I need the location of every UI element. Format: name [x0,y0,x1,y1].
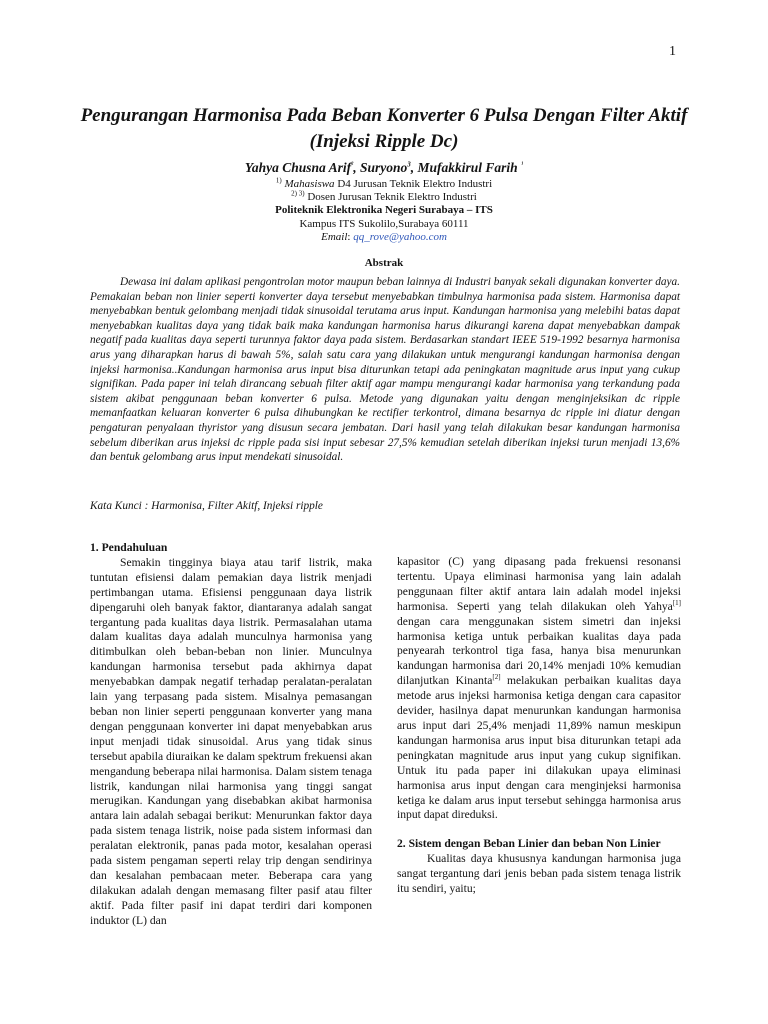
paper-subtitle: (Injeksi Ripple Dc) [309,131,459,152]
citation-1: [1] [672,598,681,607]
section-1-text-b: dengan cara menggunakan sistem simetri dan injeksi harmonisa ketiga untuk perbaikan kualitas daya pada penyearah terkontrol tiga fasa, hanya bisa menurunkan kandungan harmonisa dari 20,14% menjadi 10% kemudian dilanjutkan Kinanta [397,614,681,688]
paper-title: Pengurangan Harmonisa Pada Beban Konverter 6 Pulsa Dengan Filter Aktif [80,105,688,126]
author-1-affil: ² [351,160,354,169]
institution: Politeknik Elektronika Negeri Surabaya – ITS [275,204,493,216]
email-label: Email [321,231,348,243]
section-2-heading: 2. Sistem dengan Beban Linier dan beban Non Linier [397,837,661,851]
affil-2-text: Dosen Jurusan Teknik Elektro Industri [304,191,477,203]
author-3: Mufakkirul Farih [417,160,518,175]
right-column [397,555,681,897]
citation-2: [2] [492,673,501,682]
author-1: Yahya Chusna Arif [244,160,352,175]
email-line [60,231,708,244]
affiliation-student [60,178,708,191]
author-list [60,160,708,176]
section-1-text-c: melakukan perbaikan kualitas daya metode arus injeksi harmonisa ketiga dengan cara capasitor devider, hasilnya dapat menurunkan kandungan harmonisa arus input dari 25,4% menjadi 11,89% namun meskipun kandungan harmonisa arus input bisa diturunkan tetapi ada peningkatan magnitude arus input yang cukup signifikan. Untuk itu pada paper ini dilakukan upaya eliminasi harmonisa arus input dengan cara menginjeksi harmonisa ketiga ke dalam arus input tersebut sehingga harmonisa arus input dapat direduksi. [397,674,681,822]
author-sep-2: , [410,160,418,175]
author-3-affil: ¹ [521,160,524,169]
page-number: 1 [669,44,676,59]
campus-address: Kampus ITS Sukolilo,Surabaya 60111 [299,218,469,230]
keywords: Kata Kunci : Harmonisa, Filter Akitf, Injeksi ripple [90,500,323,512]
abstract-heading: Abstrak [364,257,404,269]
section-1-continued [397,555,681,823]
affil-2-marker: 2) 3) [291,189,305,198]
abstract-text: Dewasa ini dalam aplikasi pengontrolan motor maupun beban lainnya di Industri banyak sekali digunakan konverter daya. Pemakaian beban non linier seperti konverter daya tersebut menyebabkan timbulnya harmonisa pada sistem. Harmonisa dapat menyebabkan bentuk gelombang menjadi tidak sinusoidal terutama arus input. Kandungan harmonisa yang melebihi batas dapat menyebabkan kualitas daya yang tidak baik maka kandungan harmonisa harus dikurangi karena dapat menyebabkan dampak negatif pada kualitas daya seperti turunnya faktor daya pada sistem. Berdasarkan standart IEEE 519-1992 besarnya harmonisa arus yang diharapkan harus di bawah 5%, salah satu cara yang dilakukan untuk mengurangi kandungan harmonisa dengan injeksi harmonisa..Kandungan harmonisa arus input bisa diturunkan tetapi ada peningkatan magnitude arus input yang cukup signifikan. Pada paper ini telah dirancang sebuah filter aktif agar mampu mengurangi kadar harmonisa yang terkandung pada sistem akibat penggunaan beban konverter 6 pulsa. Metode yang digunakan yaitu dengan menginjeksikan dc ripple memanfaatkan keluaran konverter 6 pulsa dihubungkan ke rectifier terkontrol, dimana besarnya dc ripple ini diatur dengan pengaturan penyalaan thyristor yang disusun secara jembatan. Dari hasil yang telah dilakukan besar kandungan harmonisa sebelum diberikan arus injeksi dc ripple pada sisi input sebesar 27,5% kemudian setelah diberikan injeksi turun menjadi 13,6% dan bentuk gelombang arus input mendekati sinusoidal. [90,276,680,464]
affil-1-text: D4 Jurusan Teknik Elektro Industri [334,178,493,190]
affil-1-role: Mahasiswa [284,178,335,190]
email-link[interactable]: qq_rove@yahoo.com [353,231,447,243]
section-1-paragraph: Semakin tingginya biaya atau tarif listrik, maka tuntutan efisiensi dalam pemakian daya listrik menjadi pertimbangan utama. Efisiensi penggunaan daya listrik dipengaruhi oleh banyak faktor, diantaranya adalah sangat tergantung pada kualitas daya listrik. Permasalahan utama dalam kualitas daya adalah munculnya harmonisa yang ditimbulkan oleh beban-beban non linier. Munculnya kandungan harmonisa tersebut pada akhirnya dapat menyebabkan dampak negatif terhadap peralatan-peralatan lain yang terpasang pada sistem. Misalnya pemasangan beban non linier seperti penggunaan konverter yang mana dengan penggunaan konverter ini dapat menyebabkan arus input menjadi tidak sinusoidal. Arus yang tidak sinus tersebut apabila diuraikan ke dalam spektrum frekuensi akan mengandung beberapa nilai harmonisa. Dalam sistem tenaga listrik, kandungan nilai harmonisa yang tinggi sangat merugikan. Kandungan yang disebabkan akibat harmonisa antara lain adalah sebagai berikut: Menurunkan faktor daya pada sistem tenaga listrik, noise pada sistem informasi dan peralatan elektronik, panas pada motor, kesalahan operasi pada sistem pengaman seperti relay trip dengan sendirinya dan kesalahan pembacaan meter. Beberapa cara yang dilakukan adalah dengan memasang filter pasif atau filter aktif. Pada filter pasif ini dapat terdiri dari komponen induktor (L) dan [90,555,372,927]
email-sep: : [347,231,354,243]
affil-1-marker: 1) [275,176,282,185]
left-column [90,541,372,929]
author-2-affil: 3 [407,160,411,169]
spacer [397,823,681,837]
section-1-text-a: kapasitor (C) yang dipasang pada frekuensi resonansi tertentu. Upaya eliminasi harmonisa yang lain adalah penggunaan filter aktif antara lain adalah model injeksi harmonisa. Seperti yang telah dilakukan oleh Yahya [397,555,681,613]
author-2: Suryono [359,160,408,175]
author-sep-1: , [353,160,360,175]
section-1-heading: 1. Pendahuluan [90,541,168,554]
section-2-paragraph: Kualitas daya khususnya kandungan harmonisa juga sangat tergantung dari jenis beban pada sistem tenaga listrik itu sendiri, yaitu; [397,852,681,896]
affiliation-lecturer [60,191,708,204]
